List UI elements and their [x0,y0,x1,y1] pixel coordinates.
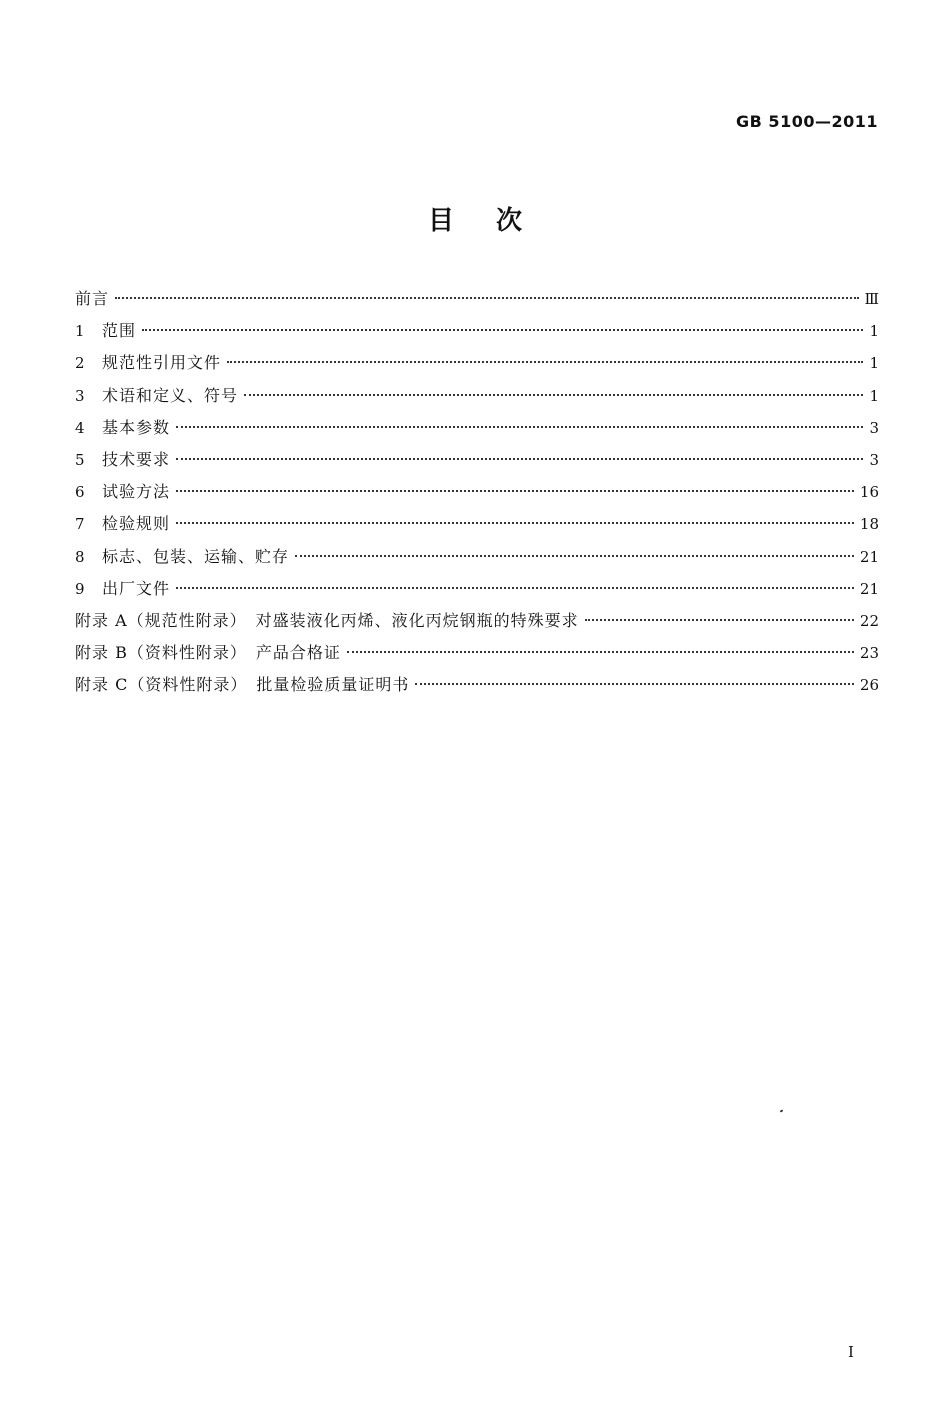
toc-entry-preface[interactable] [75,285,879,317]
toc-entry-number: 2 [75,354,85,373]
toc-entry-label: 标志、包装、运输、贮存 [102,546,290,566]
toc-entry-appendix-b[interactable] [75,639,879,671]
toc-entry-page: 3 [869,418,879,437]
toc-leader-dots [585,619,854,621]
toc-leader-dots [176,426,863,428]
toc-entry-page: Ⅲ [864,290,879,308]
toc-entry-appendix-c[interactable] [75,671,879,703]
toc-entry-2[interactable] [75,349,879,381]
toc-entry-page: 1 [869,386,879,405]
toc-entry-page: 21 [859,547,879,566]
toc-leader-dots [176,587,854,589]
scan-speck [780,1109,784,1112]
toc-entry-3[interactable] [75,382,879,414]
toc-entry-number: 5 [75,450,85,469]
toc-leader-dots [227,361,863,363]
toc-entry-number: 4 [75,418,85,437]
toc-entry-label: 出厂文件 [102,578,171,598]
toc-entry-page: 22 [859,611,879,630]
toc-entry-appendix-a[interactable] [75,607,879,639]
toc-entry-number: 6 [75,483,85,502]
toc-entry-1[interactable] [75,317,879,349]
table-of-contents [75,285,879,703]
toc-leader-dots [244,394,863,396]
toc-entry-9[interactable] [75,575,879,607]
toc-leader-dots [295,555,854,557]
toc-entry-6[interactable] [75,478,879,510]
toc-leader-dots [115,297,859,299]
toc-entry-number: 1 [75,322,85,341]
toc-entry-number: 8 [75,547,85,566]
toc-entry-number: 7 [75,515,85,534]
toc-entry-label: 附录 C（资料性附录） 批量检验质量证明书 [75,675,410,695]
toc-entry-page: 26 [859,676,879,695]
toc-entry-page: 18 [859,515,879,534]
toc-entry-label: 检验规则 [102,514,171,534]
toc-leader-dots [176,522,854,524]
toc-entry-8[interactable] [75,543,879,575]
toc-entry-label: 技术要求 [102,449,171,469]
toc-entry-7[interactable] [75,510,879,542]
standard-code: GB 5100—2011 [736,112,878,131]
toc-entry-label: 规范性引用文件 [102,353,222,373]
page-title: 目次 [427,206,564,236]
toc-entry-page: 23 [859,644,879,663]
toc-entry-number: 3 [75,386,85,405]
toc-leader-dots [176,458,863,460]
page-number: I [848,1343,854,1361]
toc-entry-number: 9 [75,579,85,598]
toc-entry-label: 附录 B（资料性附录） 产品合格证 [75,643,341,663]
toc-entry-label: 前言 [75,289,110,308]
toc-entry-label: 附录 A（规范性附录） 对盛装液化丙烯、液化丙烷钢瓶的特殊要求 [75,610,579,630]
toc-entry-label: 范围 [102,321,137,341]
toc-entry-label: 术语和定义、符号 [102,385,239,405]
toc-entry-page: 16 [859,483,879,502]
toc-entry-label: 试验方法 [102,482,171,502]
toc-entry-5[interactable] [75,446,879,478]
toc-leader-dots [176,490,854,492]
toc-leader-dots [142,329,863,331]
toc-entry-page: 3 [869,450,879,469]
toc-entry-page: 21 [859,579,879,598]
toc-entry-page: 1 [869,354,879,373]
toc-entry-label: 基本参数 [102,417,171,437]
toc-entry-4[interactable] [75,414,879,446]
toc-entry-page: 1 [869,322,879,341]
toc-leader-dots [415,683,854,685]
toc-leader-dots [347,651,854,653]
